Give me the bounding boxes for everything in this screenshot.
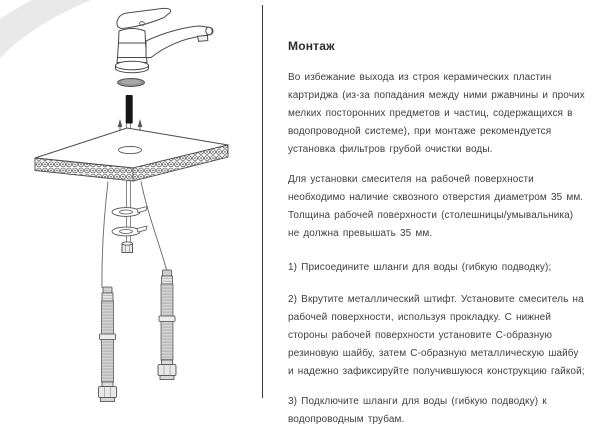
text-line: 3) Подключите шланги для воды (гибкую подводку) к — [288, 396, 547, 407]
text-line: картриджа (из-за попадания между ними ржавчины и прочих — [288, 90, 585, 101]
text-line: резиновую шайбу, затем С-образную металлическую шайбу — [288, 348, 579, 359]
text-line: не должна превышать 35 мм. — [288, 228, 433, 239]
text-line: 1) Присоедините шланги для воды (гибкую подводку); — [288, 262, 552, 273]
mounting-hole — [119, 146, 142, 153]
text-line: Во избежание выхода из строя керамических пластин — [288, 72, 552, 83]
flex-hose-left-icon — [99, 287, 117, 402]
section-title: Монтаж — [288, 39, 335, 53]
text-line: рабочей поверхности, используя прокладку. С нижней — [288, 312, 552, 323]
flex-hose-right-icon — [158, 270, 176, 380]
text-line: стороны рабочей поверхности установите С-образную — [288, 330, 553, 341]
paragraph-hole-requirements — [288, 169, 591, 241]
text-line: Для установки смесителя на рабочей поверхности — [288, 174, 534, 185]
countertop-icon — [35, 128, 228, 181]
faucet-icon — [116, 8, 213, 72]
c-washers-icon — [112, 207, 147, 236]
text-line: 2) Вкрутите металлический штифт. Установите смеситель на — [288, 294, 584, 305]
installation-diagram — [0, 0, 265, 407]
divider-line — [262, 5, 263, 398]
text-line: и надежно зафиксируйте получившуюся конструкцию гайкой; — [288, 366, 585, 377]
step-1 — [288, 257, 591, 275]
text-line: установка фильтров грубой очистки воды. — [288, 144, 493, 155]
step-3 — [288, 391, 591, 427]
paragraph-filters — [288, 67, 591, 157]
text-line: Толщина рабочей поверхности (столешницы/умывальника) — [288, 210, 574, 221]
step-2 — [288, 289, 591, 379]
gasket-icon — [118, 79, 145, 87]
instructions-panel — [288, 39, 591, 439]
fixing-nut-icon — [122, 242, 133, 253]
text-line: необходимо наличие сквозного отверстия диаметром 35 мм. — [288, 192, 584, 203]
text-line: водопроводной системе), при монтаже рекомендуется — [288, 126, 552, 137]
text-line: мелких посторонних предметов и частиц, содержащихся в — [288, 108, 573, 119]
text-line: водопроводным трубам. — [288, 414, 405, 425]
